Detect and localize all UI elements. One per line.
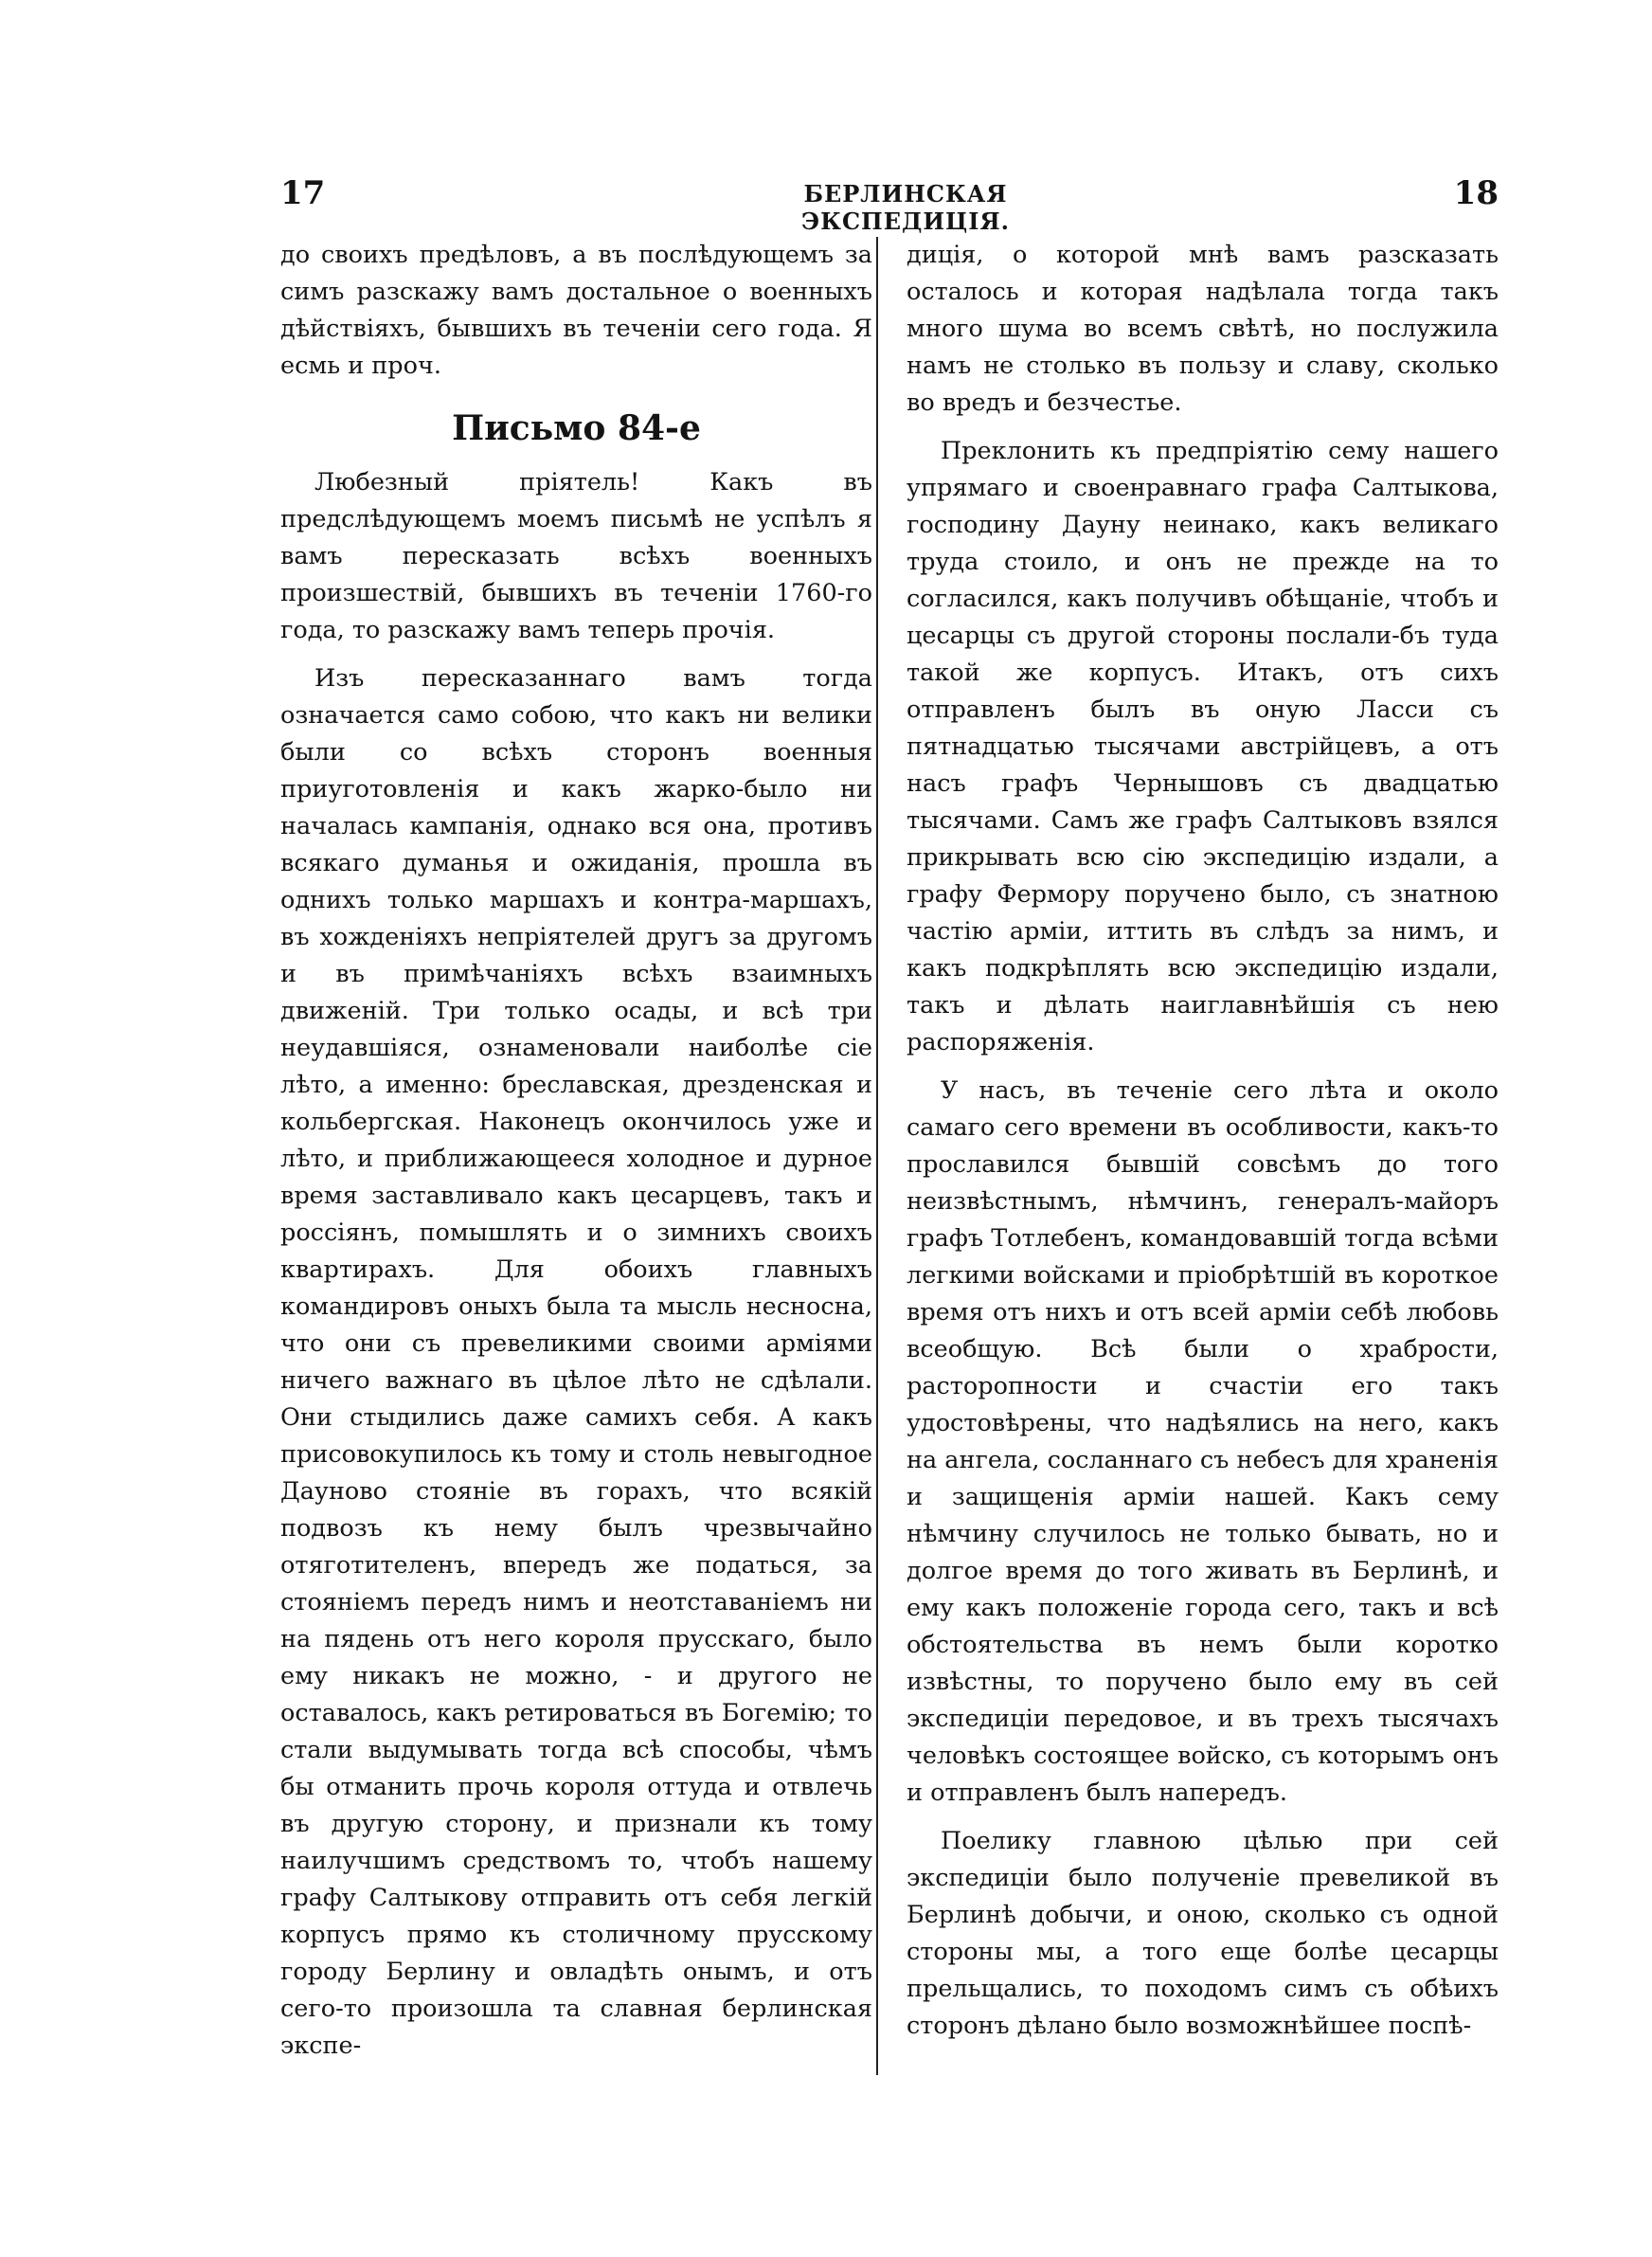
column-divider <box>876 237 878 2075</box>
paragraph: У насъ, въ теченіе сего лѣта и около самаго сего времени въ особливости, какъ-то прославился бывшій совсѣмъ до того неизвѣстнымъ, нѣмчинъ, генералъ-майоръ графъ Тотлебенъ, командовавшій тогда всѣми легкими войсками и пріобрѣтшій въ короткое время отъ нихъ и отъ всей арміи себѣ любовь всеобщую. Всѣ были о храбрости, расторопности и счастіи его такъ удостовѣрены, что надѣялись на него, какъ на ангела, сосланнаго съ небесъ для храненія и защищенія арміи нашей. Какъ сему нѣмчину случилось не только бывать, но и долгое время до того живать въ Берлинѣ, и ему какъ положеніе города сего, такъ и всѣ обстоятельства въ немъ были коротко извѣстны, то поручено было ему въ сей экспедиціи передовое, и въ трехъ тысячахъ человѣкъ состоящее войско, съ которымъ онъ и отправленъ былъ напередъ. <box>907 1076 1499 1807</box>
letter-heading: Письмо 84-е <box>452 408 701 448</box>
page-header <box>280 174 1499 235</box>
left-column <box>280 237 872 2065</box>
paragraph: Изъ пересказаннаго вамъ тогда означается само собою, что какъ ни велики были со всѣхъ сторонъ военныя приуготовленія и какъ жарко-было ни началась кампанія, однако вся она, противъ всякаго думанья и ожиданія, прошла въ однихъ только маршахъ и контра-маршахъ, въ хожденіяхъ непріятелей другъ за другомъ и въ примѣчаніяхъ всѣхъ взаимныхъ движеній. Три только осады, и всѣ три неудавшіяся, ознаменовали наиболѣе сіе лѣто, а именно: бреславская, дрезденская и кольбергская. Наконецъ окончилось уже и лѣто, и приближающееся холодное и дурное время заставливало какъ цесарцевъ, такъ и россіянъ, помышлять и о зимнихъ своихъ квартирахъ. Для обоихъ главныхъ командировъ оныхъ была та мысль несносна, что они съ превеликими своими арміями ничего важнаго въ цѣлое лѣто не сдѣлали. Они стыдились даже самихъ себя. А какъ присовокупилось къ тому и столь невыгодное Дауново стояніе въ горахъ, что всякій подвозъ къ нему былъ чрезвычайно отяготителенъ, впередъ же податься, за стояніемъ передъ нимъ и неотставаніемъ ни на пядень отъ него короля прусскаго, было ему никакъ не можно, - и другого не оставалось, какъ ретироваться въ Богемію; то стали выдумывать тогда всѣ способы, чѣмъ бы отманить прочь короля оттуда и отвлечь въ другую сторону, и признали къ тому наилучшимъ средствомъ то, чтобъ нашему графу Салтыкову отправить отъ себя легкій корпусъ прямо къ столичному прусскому городу Берлину и овладѣть онымъ, и отъ сего-то произошла та славная берлинская экспе- <box>280 664 872 2060</box>
paragraph: Преклонить къ предпріятію сему нашего упрямаго и своенравнаго графа Салтыкова, господину Дауну неинако, какъ великаго труда стоило, и онъ не прежде на то согласился, какъ получивъ обѣщаніе, чтобъ и цесарцы съ другой стороны послали-бъ туда такой же корпусъ. Итакъ, отъ сихъ отправленъ былъ въ оную Ласси съ пятнадцатью тысячами австрійцевъ, а отъ насъ графъ Чернышовъ съ двадцатью тысячами. Самъ же графъ Салтыковъ взялся прикрывать всю сію экспедицію издали, а графу Фермору поручено было, съ знатною частію арміи, иттить въ слѣдъ за нимъ, и какъ подкрѣплять всю экспедицію издали, такъ и дѣлать наиглавнѣйшія съ нею распоряженія. <box>907 437 1499 1056</box>
page-number-right: 18 <box>1453 174 1499 212</box>
paragraph: Поелику главною цѣлью при сей экспедиціи было полученіе превеликой въ Берлинѣ добычи, и оною, сколько съ одной стороны мы, а того еще болѣе цесарцы прельщались, то походомъ симъ съ обѣихъ сторонъ дѣлано было возможнѣйшее поспѣ- <box>907 1827 1499 2040</box>
paragraph: до своихъ предѣловъ, а въ послѣдующемъ за симъ разскажу вамъ достальное о военныхъ дѣйствіяхъ, бывшихъ въ теченіи сего года. Я есмь и проч. <box>280 241 872 380</box>
right-column <box>907 237 1499 2045</box>
running-title: БЕРЛИНСКАЯ ЭКСПЕДИЦІЯ. <box>801 180 1010 235</box>
paragraph: Любезный пріятель! Какъ въ предслѣдующемъ моемъ письмѣ не успѣлъ я вамъ пересказать всѣхъ военныхъ произшествій, бывшихъ въ теченіи 1760-го года, то разскажу вамъ теперь прочія. <box>280 468 872 644</box>
page-number-left: 17 <box>280 174 326 212</box>
paragraph: диція, о которой мнѣ вамъ разсказать осталось и которая надѣлала тогда такъ много шума во всемъ свѣтѣ, но послужила намъ не столько въ пользу и славу, сколько во вредъ и безчестье. <box>907 241 1499 417</box>
